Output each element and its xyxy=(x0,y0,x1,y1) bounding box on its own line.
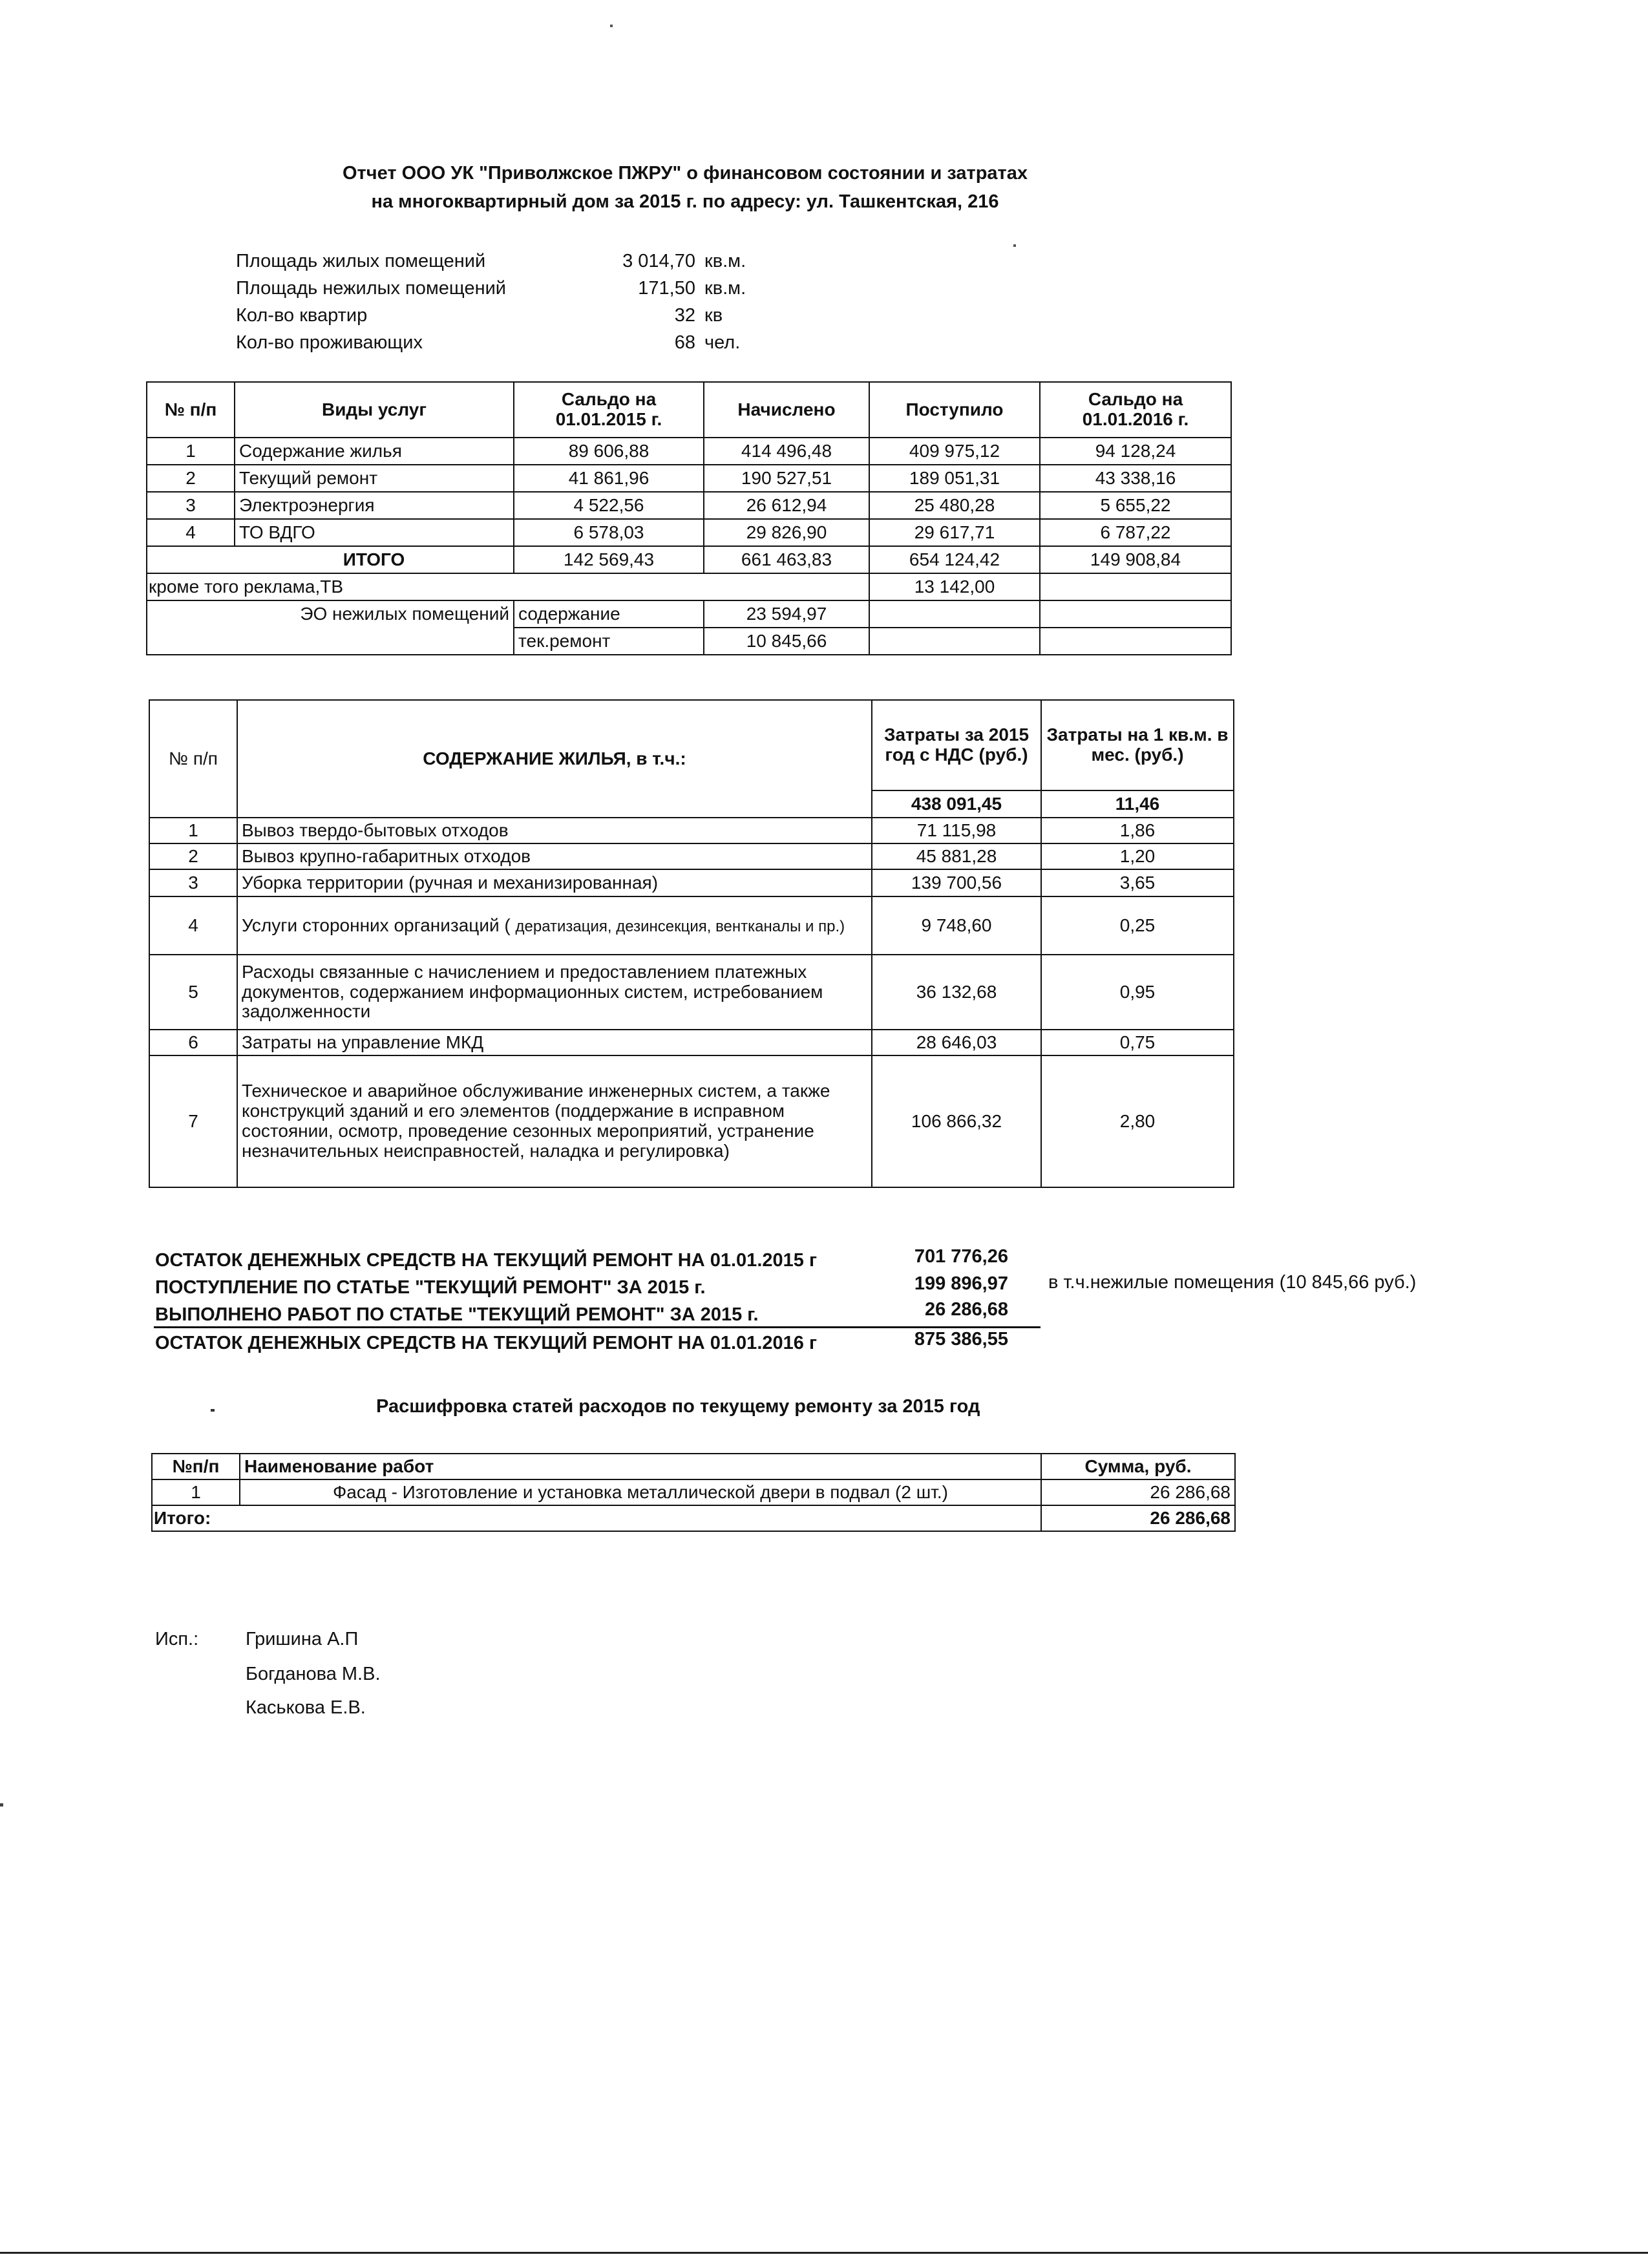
table-row xyxy=(149,818,1234,843)
executors-label: Исп.: xyxy=(155,1629,199,1649)
nonres-row xyxy=(147,600,1231,628)
row-num: 4 xyxy=(149,896,237,955)
row-name-cell xyxy=(237,896,872,955)
row-name: Вывоз твердо-бытовых отходов xyxy=(237,818,872,843)
total-row xyxy=(152,1505,1235,1531)
row-work-name: Фасад - Изготовление и установка металлической двери в подвал (2 шт.) xyxy=(240,1479,1041,1505)
info-unit: чел. xyxy=(704,332,741,353)
table-row xyxy=(149,896,1234,955)
total-cost: 438 091,45 xyxy=(872,790,1041,818)
services-table xyxy=(146,381,1232,655)
summary-value: 701 776,26 xyxy=(914,1246,1008,1267)
row-per-sqm: 0,95 xyxy=(1041,955,1234,1030)
nonres-charged: 23 594,97 xyxy=(704,600,869,628)
header-work-name: Наименование работ xyxy=(240,1454,1041,1479)
table-row xyxy=(149,843,1234,869)
total-charged: 661 463,83 xyxy=(704,546,869,573)
report-title-line2: на многоквартирный дом за 2015 г. по адресу: ул. Ташкентская, 216 xyxy=(371,191,999,212)
row-num: 2 xyxy=(149,843,237,869)
summary-underline xyxy=(154,1326,1041,1328)
row-saldo-end: 94 128,24 xyxy=(1040,438,1231,465)
row-num: 1 xyxy=(152,1479,240,1505)
row-received: 409 975,12 xyxy=(869,438,1040,465)
info-value: 32 xyxy=(674,305,695,326)
row-cost: 106 866,32 xyxy=(872,1055,1041,1187)
executor-name: Гришина А.П xyxy=(246,1629,359,1649)
row-num: 1 xyxy=(149,818,237,843)
row-per-sqm: 3,65 xyxy=(1041,869,1234,896)
row-num: 6 xyxy=(149,1030,237,1055)
table-row xyxy=(152,1479,1235,1505)
row-per-sqm: 1,20 xyxy=(1041,843,1234,869)
total-sum: 26 286,68 xyxy=(1041,1505,1235,1531)
ads-received: 13 142,00 xyxy=(869,573,1040,600)
scan-dot xyxy=(610,25,613,27)
ads-label: кроме того реклама,ТВ xyxy=(147,573,869,600)
row-charged: 26 612,94 xyxy=(704,492,869,519)
header-num: № п/п xyxy=(149,700,237,818)
summary-value: 875 386,55 xyxy=(914,1329,1008,1350)
table-row xyxy=(149,869,1234,896)
table-row xyxy=(147,492,1231,519)
header-maintenance: СОДЕРЖАНИЕ ЖИЛЬЯ, в т.ч.: xyxy=(237,700,872,818)
info-label: Площадь жилых помещений xyxy=(236,251,486,271)
row-charged: 414 496,48 xyxy=(704,438,869,465)
row-cost: 71 115,98 xyxy=(872,818,1041,843)
row-num: 3 xyxy=(147,492,235,519)
summary-label: ОСТАТОК ДЕНЕЖНЫХ СРЕДСТВ НА ТЕКУЩИЙ РЕМОНТ НА 01.01.2016 г xyxy=(155,1333,818,1353)
info-unit: кв.м. xyxy=(704,251,746,271)
header-charged: Начислено xyxy=(704,382,869,438)
executor-name: Богданова М.В. xyxy=(246,1664,381,1684)
row-saldo-start: 6 578,03 xyxy=(514,519,704,546)
row-service: ТО ВДГО xyxy=(235,519,514,546)
row-received: 189 051,31 xyxy=(869,465,1040,492)
scan-dot xyxy=(1013,244,1016,247)
header-service-type: Виды услуг xyxy=(235,382,514,438)
table-row xyxy=(149,1030,1234,1055)
report-title-line1: Отчет ООО УК "Приволжское ПЖРУ" о финансовом состоянии и затратах xyxy=(342,163,1028,184)
row-cost: 139 700,56 xyxy=(872,869,1041,896)
row-charged: 29 826,90 xyxy=(704,519,869,546)
nonres-sub: тек.ремонт xyxy=(514,628,704,655)
row-num: 5 xyxy=(149,955,237,1030)
row-name-detail: дератизация, дезинсекция, вентканалы и пр.) xyxy=(515,917,845,935)
table-row xyxy=(147,519,1231,546)
row-saldo-end: 6 787,22 xyxy=(1040,519,1231,546)
table-row xyxy=(149,955,1234,1030)
nonres-charged: 10 845,66 xyxy=(704,628,869,655)
row-per-sqm: 0,25 xyxy=(1041,896,1234,955)
row-saldo-start: 4 522,56 xyxy=(514,492,704,519)
repair-note: в т.ч.нежилые помещения (10 845,66 руб.) xyxy=(1048,1272,1417,1293)
header-saldo-start: Сальдо на 01.01.2015 г. xyxy=(514,382,704,438)
header-num: №п/п xyxy=(152,1454,240,1479)
info-label: Кол-во квартир xyxy=(236,305,368,326)
summary-label: ОСТАТОК ДЕНЕЖНЫХ СРЕДСТВ НА ТЕКУЩИЙ РЕМОНТ НА 01.01.2015 г xyxy=(155,1250,818,1271)
table-row xyxy=(147,438,1231,465)
row-cost: 9 748,60 xyxy=(872,896,1041,955)
row-per-sqm: 0,75 xyxy=(1041,1030,1234,1055)
header-num: № п/п xyxy=(147,382,235,438)
maintenance-table xyxy=(149,699,1234,1188)
total-label: ИТОГО xyxy=(235,546,514,573)
nonres-sub: содержание xyxy=(514,600,704,628)
stray-mark xyxy=(211,1409,215,1412)
table-row xyxy=(149,1055,1234,1187)
executor-name: Каськова Е.В. xyxy=(246,1697,366,1718)
row-saldo-start: 41 861,96 xyxy=(514,465,704,492)
info-unit: кв.м. xyxy=(704,278,746,299)
scan-edge-line xyxy=(0,2252,1648,2254)
table-row xyxy=(147,465,1231,492)
row-per-sqm: 2,80 xyxy=(1041,1055,1234,1187)
row-service: Электроэнергия xyxy=(235,492,514,519)
summary-value: 26 286,68 xyxy=(924,1299,1008,1320)
works-title: Расшифровка статей расходов по текущему ремонту за 2015 год xyxy=(376,1396,980,1417)
nonres-label: ЭО нежилых помещений xyxy=(147,600,514,628)
row-service: Содержание жилья xyxy=(235,438,514,465)
row-received: 29 617,71 xyxy=(869,519,1040,546)
total-per-sqm: 11,46 xyxy=(1041,790,1234,818)
header-per-sqm: Затраты на 1 кв.м. в мес. (руб.) xyxy=(1041,700,1234,790)
total-label: Итого: xyxy=(152,1505,1041,1531)
row-service: Текущий ремонт xyxy=(235,465,514,492)
row-num: 1 xyxy=(147,438,235,465)
row-cost: 28 646,03 xyxy=(872,1030,1041,1055)
info-value: 3 014,70 xyxy=(622,251,695,271)
total-row xyxy=(147,546,1231,573)
row-name: Техническое и аварийное обслуживание инженерных систем, а также конструкций зданий и его элементов (поддержание в исправном состоянии, осмотр, проведение сезонных мероприятий, устранение незначительных неисправностей, наладка и регулировка) xyxy=(237,1055,872,1187)
row-num: 2 xyxy=(147,465,235,492)
row-saldo-end: 43 338,16 xyxy=(1040,465,1231,492)
row-name: Вывоз крупно-габаритных отходов xyxy=(237,843,872,869)
row-num: 3 xyxy=(149,869,237,896)
info-value: 171,50 xyxy=(638,278,695,299)
row-name: Расходы связанные с начислением и предоставлением платежных документов, содержанием информационных систем, истребованием задолженности xyxy=(237,955,872,1030)
info-label: Кол-во проживающих xyxy=(236,332,423,353)
total-saldo-start: 142 569,43 xyxy=(514,546,704,573)
works-table xyxy=(151,1453,1236,1532)
header-saldo-end: Сальдо на 01.01.2016 г. xyxy=(1040,382,1231,438)
row-sum: 26 286,68 xyxy=(1041,1479,1235,1505)
row-saldo-start: 89 606,88 xyxy=(514,438,704,465)
info-label: Площадь нежилых помещений xyxy=(236,278,507,299)
row-received: 25 480,28 xyxy=(869,492,1040,519)
row-num: 7 xyxy=(149,1055,237,1187)
row-cost: 45 881,28 xyxy=(872,843,1041,869)
row-name: Уборка территории (ручная и механизированная) xyxy=(237,869,872,896)
row-num: 4 xyxy=(147,519,235,546)
info-unit: кв xyxy=(704,305,723,326)
scan-dot xyxy=(0,1803,3,1807)
header-cost: Затраты за 2015 год с НДС (руб.) xyxy=(872,700,1041,790)
header-received: Поступило xyxy=(869,382,1040,438)
nonres-row xyxy=(147,628,1231,655)
row-cost: 36 132,68 xyxy=(872,955,1041,1030)
row-per-sqm: 1,86 xyxy=(1041,818,1234,843)
total-saldo-end: 149 908,84 xyxy=(1040,546,1231,573)
row-saldo-end: 5 655,22 xyxy=(1040,492,1231,519)
row-name: Услуги сторонних организаций ( xyxy=(242,915,511,935)
row-charged: 190 527,51 xyxy=(704,465,869,492)
ads-row xyxy=(147,573,1231,600)
total-received: 654 124,42 xyxy=(869,546,1040,573)
row-name: Затраты на управление МКД xyxy=(237,1030,872,1055)
info-value: 68 xyxy=(674,332,695,353)
header-sum: Сумма, руб. xyxy=(1041,1454,1235,1479)
summary-value: 199 896,97 xyxy=(914,1273,1008,1294)
summary-label: ПОСТУПЛЕНИЕ ПО СТАТЬЕ "ТЕКУЩИЙ РЕМОНТ" ЗА 2015 г. xyxy=(155,1277,706,1298)
summary-label: ВЫПОЛНЕНО РАБОТ ПО СТАТЬЕ "ТЕКУЩИЙ РЕМОНТ" ЗА 2015 г. xyxy=(155,1304,759,1325)
